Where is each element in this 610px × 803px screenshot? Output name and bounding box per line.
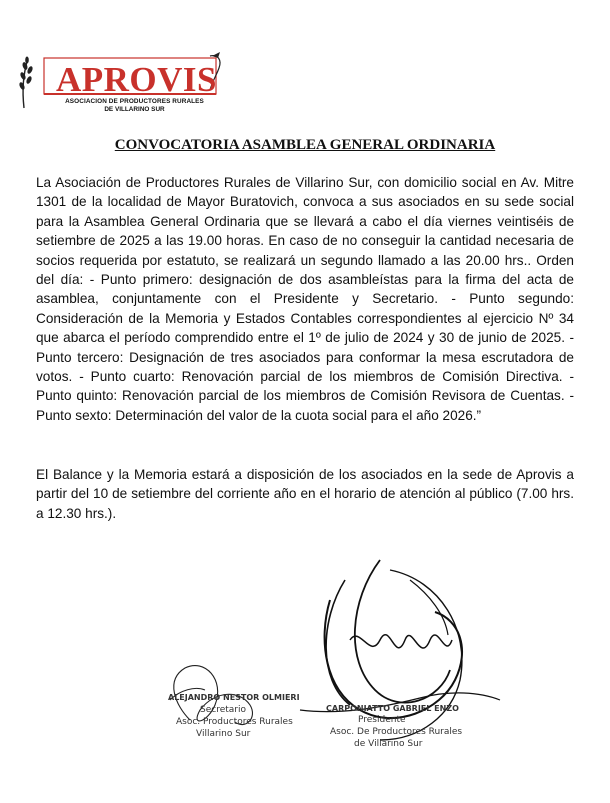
document-title: CONVOCATORIA ASAMBLEA GENERAL ORDINARIA <box>114 137 496 153</box>
logo-subtitle-line1: ASOCIACION DE PRODUCTORES RURALES <box>65 98 204 105</box>
president-name: CARPONIATTO GABRIEL ENZO <box>326 704 459 713</box>
aprovis-logo <box>14 50 224 118</box>
convocation-paragraph: La Asociación de Productores Rurales de Villarino Sur, con domicilio social en Av. Mitre 1301 de la localidad de Mayor Buratovich, convoca a sus asociados en su sede social para la Asamblea General Ordinaria que se llevará a cabo el día viernes veintiséis de setiembre de 2025 a las 19.00 horas. En caso de no conseguir la cantidad necesaria de socios requerida por estatuto, se realizará un segundo llamado a las 20.00 hrs.. Orden del día: - Punto primero: designación de dos asambleístas para la firma del acta de asamblea, conjuntamente con el Presidente y Secretario. - Punto segundo: Consideración de la Memoria y Estados Contables correspondientes al ejercicio Nº 34 que abarca el período comprendido entre el 1º de julio de 2024 y 30 de junio de 2025. - Punto tercero: Designación de tres asociados para conformar la mesa escrutadora de votos. - Punto cuarto: Renovación parcial de los miembros de Comisión Directiva. - Punto quinto: Renovación parcial de los miembros de Comisión Revisora de Cuentas. - Punto sexto: Determinación del valor de la cuota social para el año 2026.” <box>36 175 574 423</box>
president-org-location: de Villarino Sur <box>354 739 423 749</box>
president-org: Asoc. De Productores Rurales <box>330 727 463 737</box>
secretary-name: ALEJANDRO NESTOR OLMIERI <box>168 693 300 702</box>
secretary-role: Secretario <box>200 705 246 715</box>
secretary-org: Asoc. Productores Rurales <box>176 717 293 727</box>
handwritten-signatures <box>0 540 610 803</box>
secretary-org-location: Villarino Sur <box>196 729 251 739</box>
president-role: Presidente <box>358 715 406 725</box>
balance-paragraph: El Balance y la Memoria estará a disposición de los asociados en la sede de Aprovis a partir del 10 de setiembre del corriente año en el horario de atención al público (7.00 hrs. a 12.30 hrs.). <box>36 467 574 521</box>
logo-name: APROVIS <box>56 60 218 99</box>
signature-area <box>0 540 610 803</box>
logo-subtitle-line2: DE VILLARINO SUR <box>104 106 165 113</box>
